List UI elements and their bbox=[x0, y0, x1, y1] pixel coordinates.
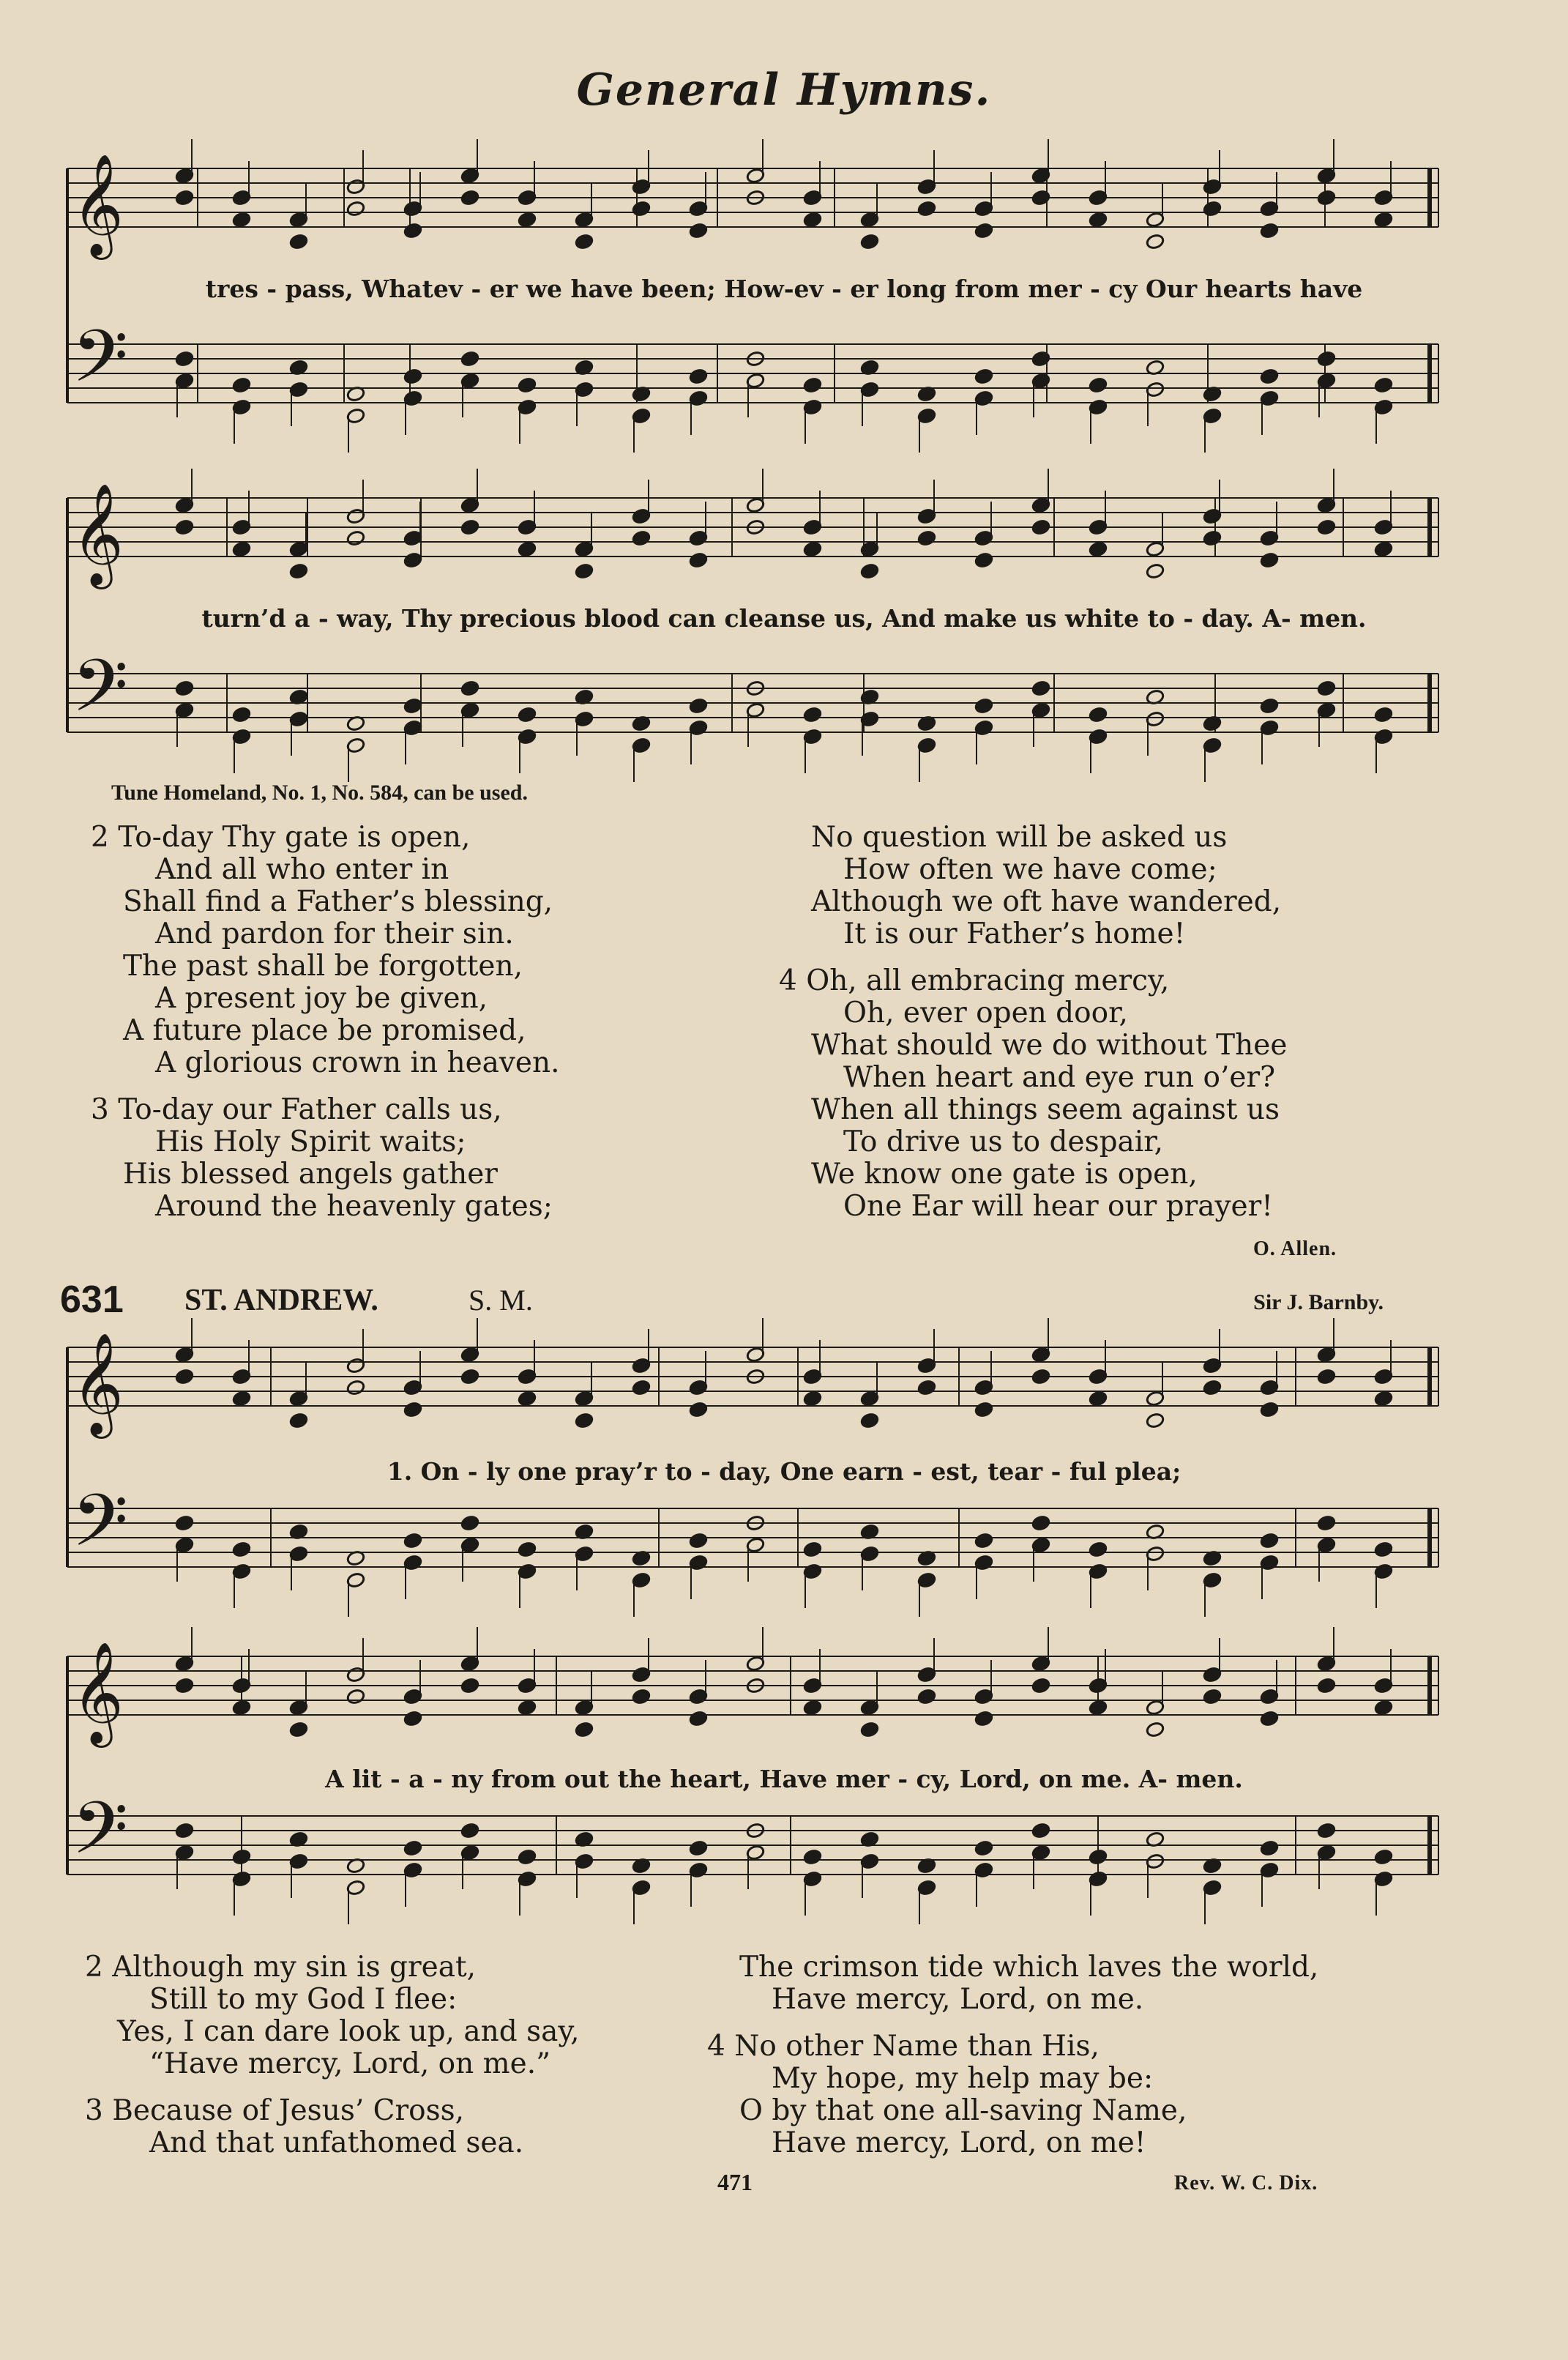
note-head bbox=[974, 368, 993, 385]
verse-number: 3 bbox=[91, 1093, 119, 1126]
note-head bbox=[1089, 707, 1108, 723]
note-head bbox=[346, 1380, 365, 1396]
hymn-title: ST. ANDREW. bbox=[184, 1284, 378, 1317]
note-head bbox=[175, 519, 194, 536]
note-head bbox=[518, 377, 537, 394]
note-head bbox=[1089, 1849, 1108, 1866]
note-head bbox=[803, 212, 822, 228]
note-head bbox=[917, 530, 936, 547]
verses-right bbox=[707, 1951, 1319, 2174]
note-head bbox=[974, 1840, 993, 1857]
note-head bbox=[289, 234, 308, 250]
note-head bbox=[1089, 377, 1108, 394]
note-head bbox=[1260, 1533, 1279, 1549]
verse-line: The past shall be forgotten, bbox=[123, 950, 523, 983]
verse-text: Because of Jesus’ Cross, bbox=[112, 2094, 465, 2127]
verse-line bbox=[91, 821, 560, 854]
note-head bbox=[232, 377, 251, 394]
note-head bbox=[803, 541, 822, 558]
note-head bbox=[1031, 351, 1050, 368]
note-head bbox=[1031, 1678, 1050, 1694]
verse-line: My hope, my help may be: bbox=[772, 2062, 1154, 2095]
note-head bbox=[460, 190, 479, 206]
hymn-composer: Sir J. Barnby. bbox=[1253, 1290, 1384, 1314]
verse-line: Still to my God I flee: bbox=[149, 1983, 458, 2016]
verses-right-prev bbox=[779, 821, 1288, 1237]
note-head bbox=[974, 1402, 993, 1418]
note-head bbox=[1374, 1700, 1393, 1716]
note-head bbox=[403, 552, 422, 569]
verse-line bbox=[91, 1093, 560, 1126]
note-head bbox=[1317, 1678, 1336, 1694]
note-head bbox=[1374, 1391, 1393, 1407]
note-head bbox=[289, 1412, 308, 1429]
note-head bbox=[403, 368, 422, 385]
note-head bbox=[689, 552, 708, 569]
note-head bbox=[575, 1412, 594, 1429]
verse-line: When heart and eye run o’er? bbox=[843, 1061, 1276, 1094]
note-head bbox=[1317, 1369, 1336, 1385]
verse-line bbox=[85, 1951, 580, 1984]
lyric-line-2: turn’d a - way, Thy precious blood can cleanse us, And make us white to - day. A- men. bbox=[201, 604, 1367, 633]
note-head bbox=[518, 212, 537, 228]
note-head bbox=[974, 1533, 993, 1549]
verse-line: A present joy be given, bbox=[155, 982, 488, 1015]
verse-line: No question will be asked us bbox=[811, 821, 1228, 854]
note-head bbox=[1260, 368, 1279, 385]
note-head bbox=[1031, 1369, 1050, 1385]
note-head bbox=[860, 1412, 879, 1429]
author: Rev. W. C. Dix. bbox=[1174, 2172, 1318, 2195]
page-header: General Hymns. bbox=[576, 64, 992, 116]
verse bbox=[91, 821, 560, 1079]
verse bbox=[779, 964, 1288, 1223]
note-head bbox=[803, 1391, 822, 1407]
note-head bbox=[403, 223, 422, 239]
note-head bbox=[403, 1840, 422, 1857]
verse-line: Oh, ever open door, bbox=[843, 997, 1128, 1030]
note-head bbox=[1260, 1402, 1279, 1418]
verse-line: The crimson tide which laves the world, bbox=[739, 1951, 1319, 1984]
note-head bbox=[232, 707, 251, 723]
note-head bbox=[175, 190, 194, 206]
note-head bbox=[575, 1721, 594, 1738]
note-head bbox=[1203, 530, 1222, 547]
note-head bbox=[803, 1700, 822, 1716]
note-head bbox=[460, 1678, 479, 1694]
note-head bbox=[917, 1689, 936, 1705]
note-head bbox=[289, 1721, 308, 1738]
verse-line: Have mercy, Lord, on me! bbox=[772, 2126, 1146, 2159]
verse-line: Have mercy, Lord, on me. bbox=[772, 1983, 1144, 2016]
verse-line: To drive us to despair, bbox=[843, 1125, 1164, 1158]
note-head bbox=[1374, 1849, 1393, 1866]
note-head bbox=[232, 1541, 251, 1558]
verse-text: To-day Thy gate is open, bbox=[118, 821, 471, 854]
note-head bbox=[1146, 234, 1165, 250]
note-head bbox=[1260, 223, 1279, 239]
note-head bbox=[1146, 1721, 1165, 1738]
note-head bbox=[518, 1700, 537, 1716]
page-number: 471 bbox=[717, 2169, 753, 2195]
note-head bbox=[460, 680, 479, 697]
verse-text: Although my sin is great, bbox=[112, 1951, 477, 1984]
note-head bbox=[1031, 190, 1050, 206]
note-head bbox=[232, 1849, 251, 1866]
lyric-line-3: 1. On - ly one pray’r to - day, One earn - est, tear - ful plea; bbox=[387, 1457, 1181, 1486]
verse-number: 2 bbox=[85, 1951, 113, 1984]
bass-clef-icon: 𝄢 bbox=[72, 315, 129, 417]
note-head bbox=[289, 563, 308, 580]
note-head bbox=[974, 1711, 993, 1727]
verse-line bbox=[85, 2094, 580, 2127]
note-head bbox=[803, 377, 822, 394]
verse-number: 3 bbox=[85, 2094, 113, 2127]
verse-line: A glorious crown in heaven. bbox=[155, 1046, 560, 1079]
verse bbox=[707, 2030, 1318, 2159]
note-head bbox=[460, 1823, 479, 1839]
note-head bbox=[860, 1721, 879, 1738]
bass-clef-icon: 𝄢 bbox=[72, 644, 129, 746]
note-head bbox=[460, 1369, 479, 1385]
note-head bbox=[232, 541, 251, 558]
note-head bbox=[917, 1380, 936, 1396]
note-head bbox=[1260, 1711, 1279, 1727]
verse-line: We know one gate is open, bbox=[811, 1158, 1198, 1191]
note-head bbox=[1374, 707, 1393, 723]
verse bbox=[91, 1093, 560, 1223]
verse-line: One Ear will hear our prayer! bbox=[843, 1190, 1273, 1223]
verse-line: His blessed angels gather bbox=[123, 1158, 498, 1191]
bass-clef-icon: 𝄢 bbox=[72, 1787, 129, 1888]
note-head bbox=[1374, 377, 1393, 394]
verse-number: 4 bbox=[707, 2030, 735, 2063]
note-head bbox=[689, 1533, 708, 1549]
verses-left-prev bbox=[91, 821, 560, 1237]
note-head bbox=[632, 1380, 651, 1396]
note-head bbox=[518, 707, 537, 723]
note-head bbox=[518, 541, 537, 558]
note-head bbox=[1203, 1380, 1222, 1396]
verse-line: Although we oft have wandered, bbox=[811, 885, 1282, 918]
note-head bbox=[1031, 1515, 1050, 1532]
note-head bbox=[1031, 519, 1050, 536]
hymn-meter: S. M. bbox=[468, 1284, 533, 1317]
note-head bbox=[917, 201, 936, 217]
note-head bbox=[632, 530, 651, 547]
note-head bbox=[1260, 1840, 1279, 1857]
note-head bbox=[460, 519, 479, 536]
verse-line: How often we have come; bbox=[843, 853, 1217, 886]
verse-line: A future place be promised, bbox=[123, 1014, 526, 1047]
note-head bbox=[403, 698, 422, 715]
note-head bbox=[1260, 698, 1279, 715]
verse-line: It is our Father’s home! bbox=[843, 917, 1186, 950]
note-head bbox=[175, 1678, 194, 1694]
note-head bbox=[518, 1849, 537, 1866]
verse-line: And pardon for their sin. bbox=[155, 917, 514, 950]
verse-line: What should we do without Thee bbox=[811, 1029, 1288, 1062]
note-head bbox=[403, 1533, 422, 1549]
note-head bbox=[1031, 1823, 1050, 1839]
note-head bbox=[632, 201, 651, 217]
lyric-line-4: A lit - a - ny from out the heart, Have mer - cy, Lord, on me. A- men. bbox=[325, 1765, 1243, 1793]
verse-text: To-day our Father calls us, bbox=[118, 1093, 502, 1126]
note-head bbox=[1203, 201, 1222, 217]
note-head bbox=[403, 1711, 422, 1727]
note-head bbox=[1317, 351, 1336, 368]
verse-line: Yes, I can dare look up, and say, bbox=[117, 2015, 580, 2048]
note-head bbox=[175, 680, 194, 697]
note-head bbox=[232, 1391, 251, 1407]
verse bbox=[811, 822, 1287, 950]
lyric-line-1: tres - pass, Whatev - er we have been; How-ev - er long from mer - cy Our hearts have bbox=[205, 275, 1363, 303]
verses-left bbox=[85, 1951, 580, 2174]
verse bbox=[739, 1951, 1318, 2016]
note-head bbox=[689, 1402, 708, 1418]
note-head bbox=[1146, 563, 1165, 580]
verse-line bbox=[707, 2030, 1318, 2063]
note-head bbox=[1374, 1541, 1393, 1558]
note-head bbox=[1089, 1700, 1108, 1716]
note-head bbox=[1317, 1823, 1336, 1839]
note-head bbox=[175, 1369, 194, 1385]
note-head bbox=[1031, 680, 1050, 697]
bass-clef-icon: 𝄢 bbox=[72, 1479, 129, 1581]
note-head bbox=[974, 223, 993, 239]
treble-clef-icon: 𝄞 bbox=[72, 1642, 124, 1743]
note-head bbox=[1089, 541, 1108, 558]
note-head bbox=[346, 530, 365, 547]
note-head bbox=[860, 234, 879, 250]
note-head bbox=[1089, 1391, 1108, 1407]
note-head bbox=[518, 1541, 537, 1558]
note-head bbox=[860, 563, 879, 580]
verse-line: And all who enter in bbox=[155, 853, 449, 886]
note-head bbox=[1203, 1689, 1222, 1705]
note-head bbox=[575, 234, 594, 250]
verse-line bbox=[779, 964, 1287, 997]
note-head bbox=[1374, 212, 1393, 228]
note-head bbox=[974, 552, 993, 569]
treble-clef-icon: 𝄞 bbox=[72, 483, 124, 585]
note-head bbox=[689, 1711, 708, 1727]
verse-line: When all things seem against us bbox=[811, 1093, 1280, 1126]
note-head bbox=[689, 223, 708, 239]
note-head bbox=[689, 1840, 708, 1857]
note-head bbox=[403, 1402, 422, 1418]
treble-clef-icon: 𝄞 bbox=[72, 154, 124, 256]
verse-text: No other Name than His, bbox=[734, 2030, 1100, 2063]
note-head bbox=[346, 201, 365, 217]
note-head bbox=[460, 351, 479, 368]
note-head bbox=[803, 707, 822, 723]
author-prev: O. Allen. bbox=[1253, 1237, 1337, 1260]
verse-line: O by that one all-saving Name, bbox=[739, 2094, 1187, 2127]
tune-note: Tune Homeland, No. 1, No. 584, can be used. bbox=[111, 781, 528, 805]
verse-line: His Holy Spirit waits; bbox=[155, 1125, 466, 1158]
note-head bbox=[175, 1515, 194, 1532]
hymn-number: 631 bbox=[60, 1278, 124, 1321]
verse-line: Shall find a Father’s blessing, bbox=[123, 885, 553, 918]
note-head bbox=[803, 1849, 822, 1866]
note-head bbox=[1374, 541, 1393, 558]
note-head bbox=[974, 698, 993, 715]
note-head bbox=[232, 212, 251, 228]
note-head bbox=[803, 1541, 822, 1558]
note-head bbox=[1317, 1515, 1336, 1532]
note-head bbox=[460, 1515, 479, 1532]
verse-text: Oh, all embracing mercy, bbox=[806, 964, 1170, 997]
verse-number: 4 bbox=[779, 964, 807, 997]
verse-number: 2 bbox=[91, 821, 119, 854]
note-head bbox=[632, 1689, 651, 1705]
note-head bbox=[175, 1823, 194, 1839]
note-head bbox=[1317, 519, 1336, 536]
note-head bbox=[175, 351, 194, 368]
note-head bbox=[1146, 1412, 1165, 1429]
note-head bbox=[1317, 190, 1336, 206]
verse bbox=[85, 2094, 580, 2159]
note-head bbox=[346, 1689, 365, 1705]
verse-line: And that unfathomed sea. bbox=[149, 2126, 524, 2159]
note-head bbox=[1260, 552, 1279, 569]
note-head bbox=[1317, 680, 1336, 697]
note-head bbox=[1089, 212, 1108, 228]
note-head bbox=[1089, 1541, 1108, 1558]
verse-line: Around the heavenly gates; bbox=[155, 1190, 553, 1223]
treble-clef-icon: 𝄞 bbox=[72, 1333, 124, 1434]
note-head bbox=[575, 563, 594, 580]
verse-line: “Have mercy, Lord, on me.” bbox=[149, 2047, 551, 2080]
note-head bbox=[689, 698, 708, 715]
note-head bbox=[518, 1391, 537, 1407]
verse bbox=[85, 1951, 580, 2080]
note-head bbox=[689, 368, 708, 385]
note-head bbox=[232, 1700, 251, 1716]
